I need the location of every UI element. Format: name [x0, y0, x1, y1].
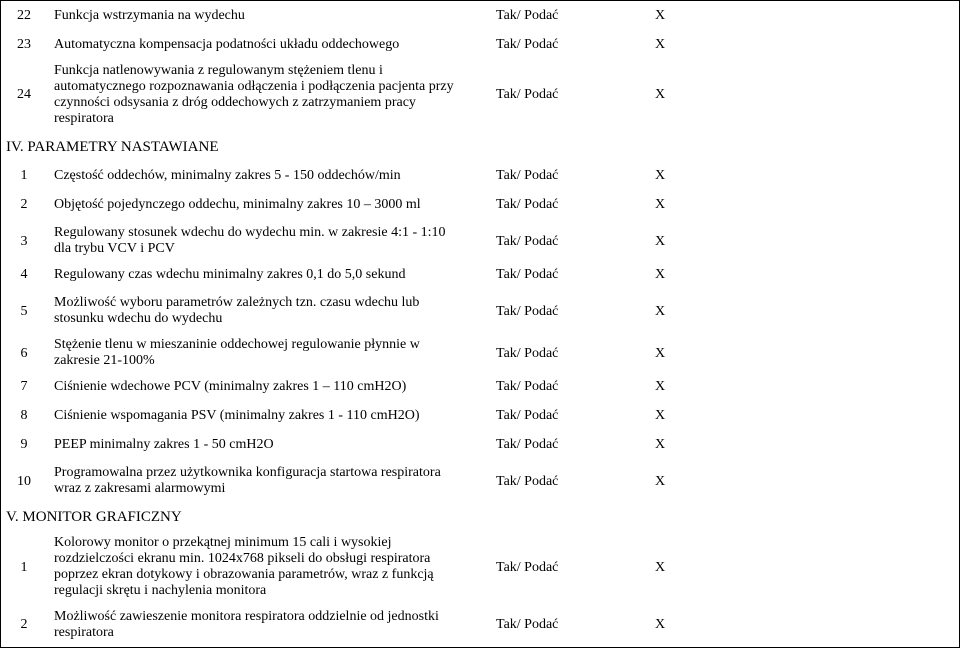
row-description: Regulowany stosunek wdechu do wydechu min. w zakresie 4:1 - 1:10 dla trybu VCV i PCV: [54, 225, 446, 256]
answer-label: Tak/ Podać: [496, 8, 559, 23]
answer-label: Tak/ Podać: [496, 304, 559, 319]
row-description: Możliwość wyboru parametrów zależnych tzn. czasu wdechu lub stosunku wdechu do wydechu: [54, 295, 420, 326]
mark: X: [655, 560, 666, 575]
section-heading: IV. PARAMETRY NASTAWIANE: [6, 139, 219, 155]
answer-label: Tak/ Podać: [496, 234, 559, 249]
answer-label: Tak/ Podać: [496, 87, 559, 102]
row-number: 2: [20, 617, 28, 632]
mark: X: [655, 346, 666, 361]
mark: X: [655, 267, 666, 282]
row-number: 23: [17, 37, 31, 52]
mark: X: [655, 617, 666, 632]
row-description: Ciśnienie wspomagania PSV (minimalny zakres 1 - 110 cmH2O): [54, 408, 420, 423]
row-number: 4: [20, 267, 28, 282]
mark: X: [655, 87, 666, 102]
answer-label: Tak/ Podać: [496, 617, 559, 632]
mark: X: [655, 197, 666, 212]
mark: X: [655, 408, 666, 423]
row-description: PEEP minimalny zakres 1 - 50 cmH2O: [54, 437, 274, 452]
row-description: Objętość pojedynczego oddechu, minimalny zakres 10 – 3000 ml: [54, 197, 421, 212]
mark: X: [655, 8, 666, 23]
answer-label: Tak/ Podać: [496, 346, 559, 361]
section-heading: V. MONITOR GRAFICZNY: [6, 509, 182, 525]
row-number: 7: [20, 379, 28, 394]
mark: X: [655, 379, 666, 394]
row-number: 3: [20, 234, 28, 249]
answer-label: Tak/ Podać: [496, 560, 559, 575]
answer-label: Tak/ Podać: [496, 437, 559, 452]
row-description: Możliwość zawieszenie monitora respiratora oddzielnie od jednostki respiratora: [54, 609, 439, 640]
mark: X: [655, 168, 666, 183]
row-number: 8: [20, 408, 28, 423]
answer-label: Tak/ Podać: [496, 408, 559, 423]
mark: X: [655, 234, 666, 249]
row-number: 1: [20, 168, 28, 183]
row-description: Funkcja wstrzymania na wydechu: [54, 8, 245, 23]
row-number: 1: [20, 560, 28, 575]
row-number: 22: [17, 8, 31, 23]
mark: X: [655, 437, 666, 452]
answer-label: Tak/ Podać: [496, 168, 559, 183]
row-number: 6: [20, 346, 28, 361]
answer-label: Tak/ Podać: [496, 474, 559, 489]
answer-label: Tak/ Podać: [496, 379, 559, 394]
row-description: Kolorowy monitor o przekątnej minimum 15 cali i wysokiej rozdzielczości ekranu min. 1024x768 pikseli do obsługi respiratora poprzez ekran dotykowy i obrazowania parametrów, wraz z funkcją regulacji skrętu i nachylenia monitora: [54, 535, 434, 598]
row-number: 2: [20, 197, 28, 212]
row-description: Programowalna przez użytkownika konfiguracja startowa respiratora wraz z zakresami alarmowymi: [54, 465, 441, 496]
row-description: Funkcja natlenowywania z regulowanym stężeniem tlenu i automatycznego rozpoznawania odłączenia i podłączenia pacjenta przy czynności odsysania z dróg oddechowych z zatrzymaniem pracy respiratora: [54, 63, 454, 126]
row-number: 24: [17, 87, 31, 102]
grid-line: [0, 0, 960, 1]
row-description: Częstość oddechów, minimalny zakres 5 - 150 oddechów/min: [54, 168, 401, 183]
row-number: 5: [20, 304, 28, 319]
mark: X: [655, 474, 666, 489]
row-number: 10: [17, 474, 31, 489]
row-description: Regulowany czas wdechu minimalny zakres 0,1 do 5,0 sekund: [54, 267, 406, 282]
answer-label: Tak/ Podać: [496, 37, 559, 52]
answer-label: Tak/ Podać: [496, 197, 559, 212]
row-description: Stężenie tlenu w mieszaninie oddechowej regulowanie płynnie w zakresie 21-100%: [54, 337, 420, 368]
row-number: 9: [20, 437, 28, 452]
answer-label: Tak/ Podać: [496, 267, 559, 282]
row-description: Ciśnienie wdechowe PCV (minimalny zakres 1 – 110 cmH2O): [54, 379, 407, 394]
mark: X: [655, 304, 666, 319]
row-description: Automatyczna kompensacja podatności układu oddechowego: [54, 37, 400, 52]
mark: X: [655, 37, 666, 52]
